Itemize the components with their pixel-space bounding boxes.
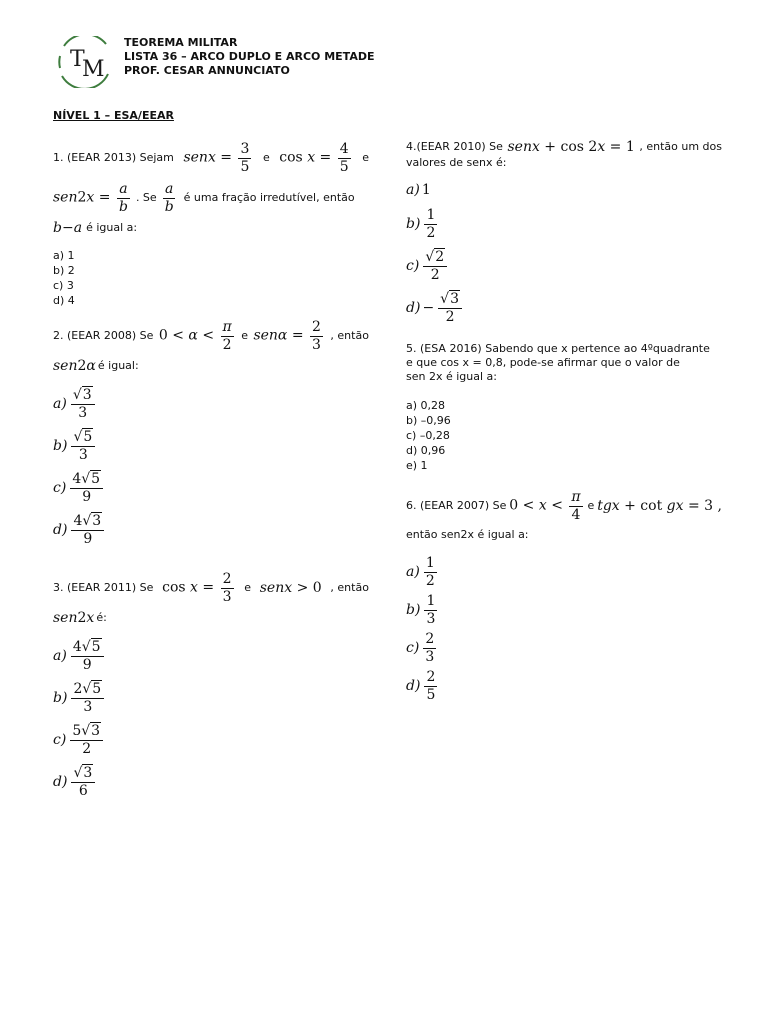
header-block bbox=[124, 36, 375, 78]
q3-ask: é: bbox=[96, 611, 107, 624]
q1-se: . Se bbox=[135, 191, 157, 204]
q4-option-b[interactable]: b) $\frac{1}{2}$ bbox=[406, 206, 436, 241]
section-title: NÍVEL 1 – ESA/EEAR bbox=[53, 109, 174, 122]
q3-conj: e bbox=[244, 581, 252, 594]
q1-prefix: 1. (EEAR 2013) Sejam bbox=[53, 151, 174, 164]
q2-option-c[interactable]: c) $\frac{4√5}{9}$ bbox=[53, 470, 369, 506]
q2-expr-sen2a: sen bbox=[53, 358, 78, 374]
q4-line2: valores de senx é: bbox=[406, 156, 507, 169]
q1-line2 bbox=[53, 178, 369, 218]
q5-option-e[interactable]: e) 1 bbox=[406, 459, 428, 472]
q1-conj1: e bbox=[262, 151, 270, 164]
q6-expr-tg: tgx + cot gx = 3 , bbox=[597, 497, 722, 514]
q5-option-c[interactable]: c) –0,28 bbox=[406, 429, 450, 442]
q6-option-b[interactable]: b) $\frac{1}{3}$ bbox=[406, 592, 436, 627]
q2-line2: sen 2 α é igual: bbox=[53, 358, 139, 374]
q3-line1 bbox=[53, 570, 369, 606]
q2-line1 bbox=[53, 318, 369, 354]
q2-then: , então bbox=[330, 329, 369, 342]
q2-options bbox=[53, 386, 369, 548]
q3-option-a[interactable]: a) $\frac{4√5}{9}$ bbox=[53, 638, 369, 674]
q1-expr-ab: $\frac{a}{b}$ bbox=[164, 180, 174, 215]
header-teacher: PROF. CESAR ANNUNCIATO bbox=[124, 64, 290, 77]
q3-options bbox=[53, 638, 369, 800]
q1-options bbox=[53, 248, 369, 308]
q5-option-a[interactable]: a) 0,28 bbox=[406, 399, 446, 412]
q6-prefix: 6. (EEAR 2007) Se bbox=[406, 499, 507, 512]
q5-options bbox=[406, 398, 726, 473]
q1-conj2: e bbox=[362, 151, 369, 164]
q3-then: , então bbox=[330, 581, 369, 594]
q6-option-a[interactable]: a) $\frac{1}{2}$ bbox=[406, 554, 435, 589]
q5-line3: sen 2x é igual a: bbox=[406, 370, 497, 383]
logo-emblem bbox=[56, 36, 114, 88]
q1-line3: b − a é igual a: bbox=[53, 220, 138, 236]
q4-option-d[interactable]: d) − $\frac{√3}{2}$ bbox=[406, 290, 722, 326]
q2-option-a[interactable]: a) $\frac{√3}{3}$ bbox=[53, 386, 369, 422]
q6-option-c[interactable]: c) $\frac{2}{3}$ bbox=[406, 630, 435, 665]
q4-option-a[interactable]: a) 1 bbox=[406, 182, 431, 198]
q4-options bbox=[406, 176, 722, 326]
q6-option-d[interactable]: d) $\frac{2}{5}$ bbox=[406, 668, 436, 703]
q2-prefix: 2. (EEAR 2008) Se bbox=[53, 329, 154, 342]
teorema-militar-logo bbox=[56, 36, 114, 88]
question-6 bbox=[406, 488, 722, 704]
q5-option-b[interactable]: b) –0,96 bbox=[406, 414, 451, 427]
q3-option-c[interactable]: c) $\frac{5√3}{2}$ bbox=[53, 722, 369, 758]
q1-expr-cosx: cos x = $\frac{4}{5}$ bbox=[279, 140, 349, 175]
q1-expr-senx: senx = $\frac{3}{5}$ bbox=[183, 140, 250, 175]
q2-option-d[interactable]: d) $\frac{4√3}{9}$ bbox=[53, 512, 369, 548]
q4-expr: senx + cos 2x = 1 bbox=[507, 138, 635, 155]
q5-option-d[interactable]: d) 0,96 bbox=[406, 444, 446, 457]
q1-line1 bbox=[53, 140, 369, 176]
q3-expr-sen2x: sen bbox=[53, 610, 78, 626]
question-5 bbox=[406, 342, 726, 473]
q1-expr-sen2x: sen2x = $\frac{a}{b}$ bbox=[53, 180, 128, 215]
q2-expr-sen: senα = $\frac{2}{3}$ bbox=[253, 318, 321, 353]
logo-letter-m: M bbox=[82, 57, 105, 82]
q4-prefix: 4.(EEAR 2010) Se bbox=[406, 140, 503, 153]
q3-prefix: 3. (EEAR 2011) Se bbox=[53, 581, 154, 594]
q3-option-d[interactable]: d) $\frac{√3}{6}$ bbox=[53, 764, 369, 800]
q1-option-b[interactable]: b) 2 bbox=[53, 264, 75, 277]
q5-line2: e que cos x = 0,8, pode-se afirmar que o valor de bbox=[406, 356, 680, 369]
q1-option-a[interactable]: a) 1 bbox=[53, 249, 75, 262]
q4-option-c[interactable]: c) $\frac{√2}{2}$ bbox=[406, 248, 722, 284]
question-1 bbox=[53, 140, 369, 308]
header-list-title: LISTA 36 – ARCO DUPLO E ARCO METADE bbox=[124, 50, 375, 63]
q1-expr-b-minus-a: b bbox=[53, 220, 62, 236]
q6-conj: e bbox=[587, 499, 595, 512]
q1-option-d[interactable]: d) 4 bbox=[53, 294, 75, 307]
q2-option-b[interactable]: b) $\frac{√5}{3}$ bbox=[53, 428, 369, 464]
q2-expr-range: 0 < α < $\frac{\pi}{2}$ bbox=[158, 318, 232, 353]
question-3 bbox=[53, 570, 369, 800]
question-4 bbox=[406, 138, 722, 326]
q4-line1 bbox=[406, 138, 722, 156]
q1-ask: é igual a: bbox=[86, 221, 138, 234]
header-title: TEOREMA MILITAR bbox=[124, 36, 238, 49]
q5-line1: 5. (ESA 2016) Sabendo que x pertence ao 4ºquadrante bbox=[406, 342, 710, 355]
q6-line1 bbox=[406, 488, 722, 524]
q3-option-b[interactable]: b) $\frac{2√5}{3}$ bbox=[53, 680, 369, 716]
q1-text: é uma fração irredutível, então bbox=[183, 191, 355, 204]
q6-expr-range: 0 < x < $\frac{\pi}{4}$ bbox=[509, 488, 581, 523]
q2-ask: é igual: bbox=[97, 359, 139, 372]
q3-line2: sen 2 x é: bbox=[53, 610, 107, 626]
q6-options bbox=[406, 554, 722, 704]
q1-option-c[interactable]: c) 3 bbox=[53, 279, 74, 292]
q3-expr-senx: senx > 0 bbox=[259, 579, 322, 596]
q2-conj: e bbox=[241, 329, 248, 342]
q4-then: , então um dos bbox=[639, 140, 722, 153]
question-2 bbox=[53, 318, 369, 548]
q3-expr-cos: cos x = $\frac{2}{3}$ bbox=[162, 570, 232, 605]
q6-line2: então sen2x é igual a: bbox=[406, 528, 529, 541]
logo-letter-t: T bbox=[70, 47, 85, 72]
